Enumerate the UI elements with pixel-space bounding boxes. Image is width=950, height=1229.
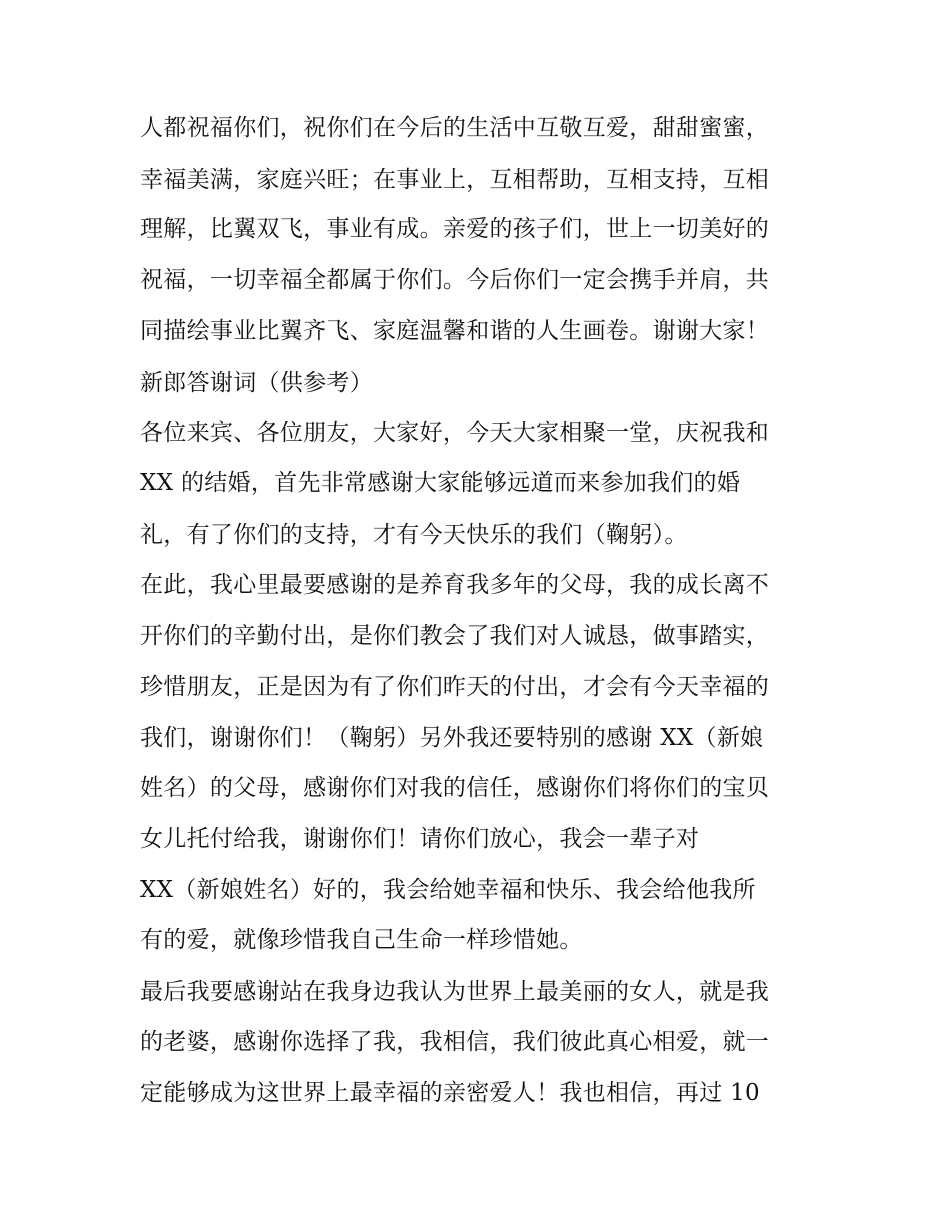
text-line: XX 的结婚，首先非常感谢大家能够远道而来参加我们的婚 — [140, 470, 741, 496]
text-line: 同描绘事业比翼齐飞、家庭温馨和谐的人生画卷。谢谢大家！ — [140, 318, 770, 344]
text-line: 女儿托付给我，谢谢你们！请你们放心，我会一辈子对 — [140, 826, 700, 852]
text-line: 在此，我心里最要感谢的是养育我多年的父母，我的成长离不 — [140, 572, 770, 598]
text-line: 幸福美满，家庭兴旺；在事业上，互相帮助，互相支持，互相 — [140, 167, 770, 193]
text-line: 我们，谢谢你们！（鞠躬）另外我还要特别的感谢 XX（新娘 — [140, 725, 764, 751]
text-line: 有的爱，就像珍惜我自己生命一样珍惜她。 — [140, 927, 583, 953]
text-line: XX（新娘姓名）好的，我会给她幸福和快乐、我会给他我所 — [140, 877, 756, 903]
section-heading: 新郎答谢词（供参考） — [140, 370, 373, 396]
text-line: 珍惜朋友，正是因为有了你们昨天的付出，才会有今天幸福的 — [140, 674, 770, 700]
text-line: 各位来宾、各位朋友，大家好，今天大家相聚一堂，庆祝我和 — [140, 420, 770, 446]
text-line: 开你们的辛勤付出，是你们教会了我们对人诚恳，做事踏实， — [140, 623, 770, 649]
text-line: 祝福，一切幸福全都属于你们。今后你们一定会携手并肩，共 — [140, 267, 770, 293]
text-line: 姓名）的父母，感谢你们对我的信任，感谢你们将你们的宝贝 — [140, 775, 770, 801]
text-line: 最后我要感谢站在我身边我认为世界上最美丽的女人，就是我 — [140, 979, 770, 1005]
text-line: 的老婆，感谢你选择了我，我相信，我们彼此真心相爱，就一 — [140, 1029, 770, 1055]
text-line: 礼，有了你们的支持，才有今天快乐的我们（鞠躬）。 — [140, 522, 688, 548]
text-line: 人都祝福你们，祝你们在今后的生活中互敬互爱，甜甜蜜蜜， — [140, 115, 770, 141]
text-line: 定能够成为这世界上最幸福的亲密爱人！我也相信，再过 10 — [140, 1080, 760, 1106]
text-line: 理解，比翼双飞，事业有成。亲爱的孩子们，世上一切美好的 — [140, 216, 770, 242]
